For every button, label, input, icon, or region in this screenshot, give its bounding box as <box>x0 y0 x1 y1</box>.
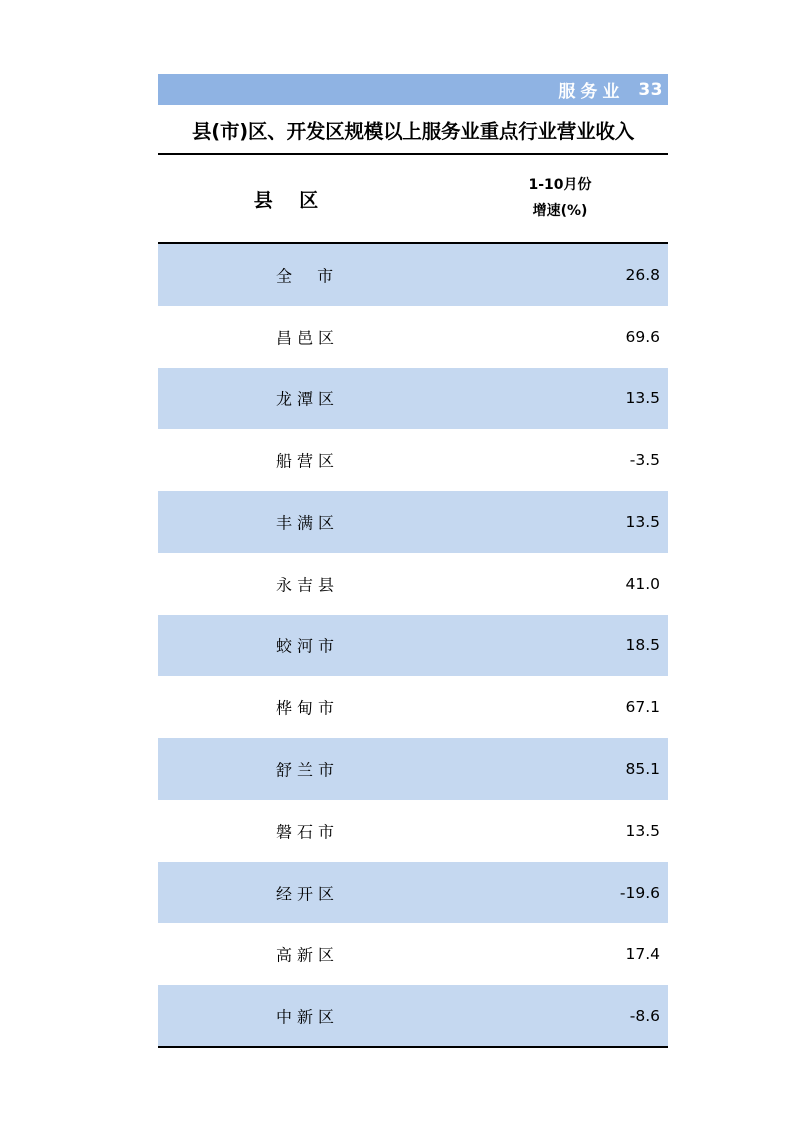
region-name: 经开区 <box>276 884 340 904</box>
page-title: 县(市)区、开发区规模以上服务业重点行业营业收入 <box>191 120 635 143</box>
growth-value: 67.1 <box>625 698 660 717</box>
growth-value: 26.8 <box>625 265 660 284</box>
region-name: 全 市 <box>276 266 339 286</box>
growth-value: -3.5 <box>629 451 660 470</box>
column-header-growth-period: 1-10月份 <box>528 177 592 193</box>
table-row <box>158 923 668 985</box>
region-name: 永吉县 <box>276 575 340 595</box>
column-header-growth <box>528 172 591 224</box>
region-name: 船营区 <box>276 451 340 471</box>
growth-value: 13.5 <box>625 512 660 531</box>
table-row <box>158 368 668 430</box>
region-name: 龙潭区 <box>276 389 340 409</box>
region-name: 桦甸市 <box>276 698 340 718</box>
table-row <box>158 615 668 677</box>
region-name: 高新区 <box>276 945 340 965</box>
growth-value: 13.5 <box>625 821 660 840</box>
region-name: 磐石市 <box>276 822 340 842</box>
page-number: 33 <box>638 79 663 100</box>
growth-value: 18.5 <box>625 636 660 655</box>
table-row <box>158 862 668 924</box>
table-row <box>158 676 668 738</box>
column-header-growth-unit: 增速(%) <box>532 203 588 219</box>
table-row <box>158 491 668 553</box>
region-name: 中新区 <box>276 1007 340 1027</box>
table-row <box>158 800 668 862</box>
growth-value: 85.1 <box>625 760 660 778</box>
growth-value: 69.6 <box>625 327 660 346</box>
table-row <box>158 429 668 491</box>
table-top-rule <box>158 153 668 155</box>
growth-value: -19.6 <box>619 883 660 902</box>
table-bottom-rule <box>158 1046 668 1048</box>
table-row <box>158 553 668 615</box>
growth-value: 17.4 <box>625 945 660 964</box>
region-name: 昌邑区 <box>276 328 340 348</box>
region-name: 舒兰市 <box>276 760 340 780</box>
growth-value: 41.0 <box>625 574 660 593</box>
growth-value: -8.6 <box>629 1007 660 1026</box>
section-header-bar <box>158 74 668 105</box>
region-name: 丰满区 <box>276 513 340 533</box>
section-name: 服务业 <box>558 82 625 102</box>
column-header-region: 县 区 <box>253 189 329 212</box>
table-row <box>158 244 668 306</box>
table-row <box>158 985 668 1047</box>
region-name: 蛟河市 <box>276 636 340 656</box>
table-row <box>158 738 668 800</box>
table-row <box>158 306 668 368</box>
growth-value: 13.5 <box>625 389 660 408</box>
data-table-body <box>158 244 668 1047</box>
